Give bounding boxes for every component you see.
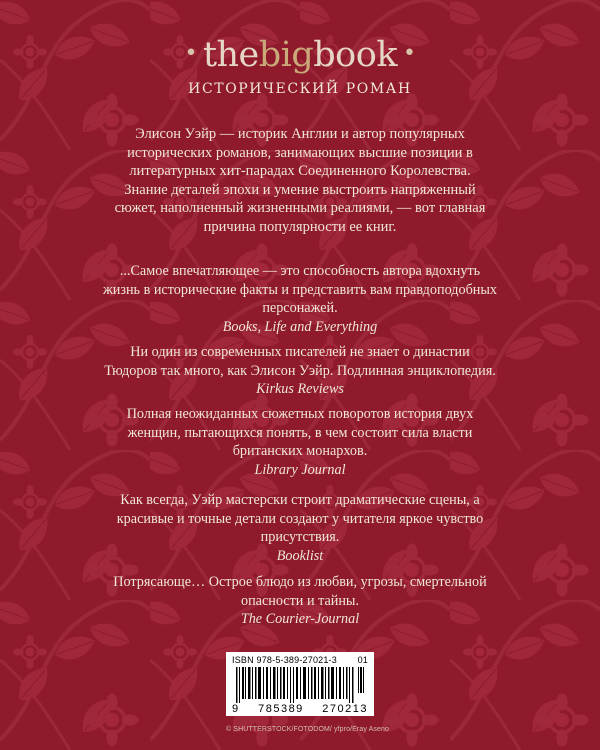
photo-credits: © SHUTTERSTOCK/FOTODOM/ yfpro/Eray Aseno: [226, 726, 389, 733]
review-source: The Courier-Journal: [240, 611, 360, 627]
review-text: Ни один из современных писателей не знает о династии Тюдоров так много, как Элисон Уэйр. Подлинная энциклопедия.: [104, 344, 496, 379]
isbn-barcode: [226, 652, 374, 716]
logo-part-the: the: [202, 35, 259, 75]
logo-dot-right: •: [403, 40, 416, 66]
isbn-number: ISBN 978-5-389-27021-3: [232, 655, 337, 665]
author-intro: Элисон Уэйр — историк Англии и автор популярных исторических романов, занимающих высшие позиции в литературных хит-парадах Соединенного Королевства. Знание деталей эпохи и умение выстроить напряженный сюжет, наполненный жизненными реалиями, — вот главная причина популярности ее книг.: [114, 126, 486, 235]
isbn-addon: 01: [357, 655, 368, 665]
barcode-digits: [232, 703, 368, 715]
logo-dot-left: •: [184, 40, 197, 66]
review-source: Kirkus Reviews: [256, 381, 344, 397]
review-source: Booklist: [276, 547, 324, 564]
publisher-logo: [0, 35, 600, 75]
review-text: Как всегда, Уэйр мастерски строит драматические сцены, а красивые и точные детали создают у читателя яркое чувство присутствия.: [116, 492, 484, 545]
review-4: [102, 491, 498, 565]
logo-part-book: book: [313, 35, 398, 75]
review-1: [102, 262, 498, 336]
review-text: ...Самое впечатляющее — это способность автора вдохнуть жизнь в исторические факты и представить вам правдоподобных персонажей.: [102, 263, 498, 316]
barcode-bars: [232, 667, 368, 703]
series-title: ИСТОРИЧЕСКИЙ РОМАН: [188, 81, 412, 97]
review-3: [102, 405, 498, 479]
review-text: Полная неожиданных сюжетных поворотов история двух женщин, пытающихся понять, в чем состоит сила власти британских монархов.: [126, 406, 474, 459]
logo-part-big: big: [258, 35, 314, 75]
review-source: Books, Life and Everything: [222, 318, 378, 335]
barcode-digit-first: 9: [232, 703, 240, 715]
isbn-line: [232, 655, 368, 665]
barcode-digit-group-2: 270213: [322, 703, 368, 715]
review-2: [102, 343, 498, 399]
review-source: Library Journal: [254, 461, 346, 478]
barcode-digit-group-1: 785389: [258, 703, 304, 715]
review-5: [102, 573, 498, 629]
review-text: Потрясающе… Острое блюдо из любви, угрозы, смертельной опасности и тайны.: [113, 574, 487, 609]
